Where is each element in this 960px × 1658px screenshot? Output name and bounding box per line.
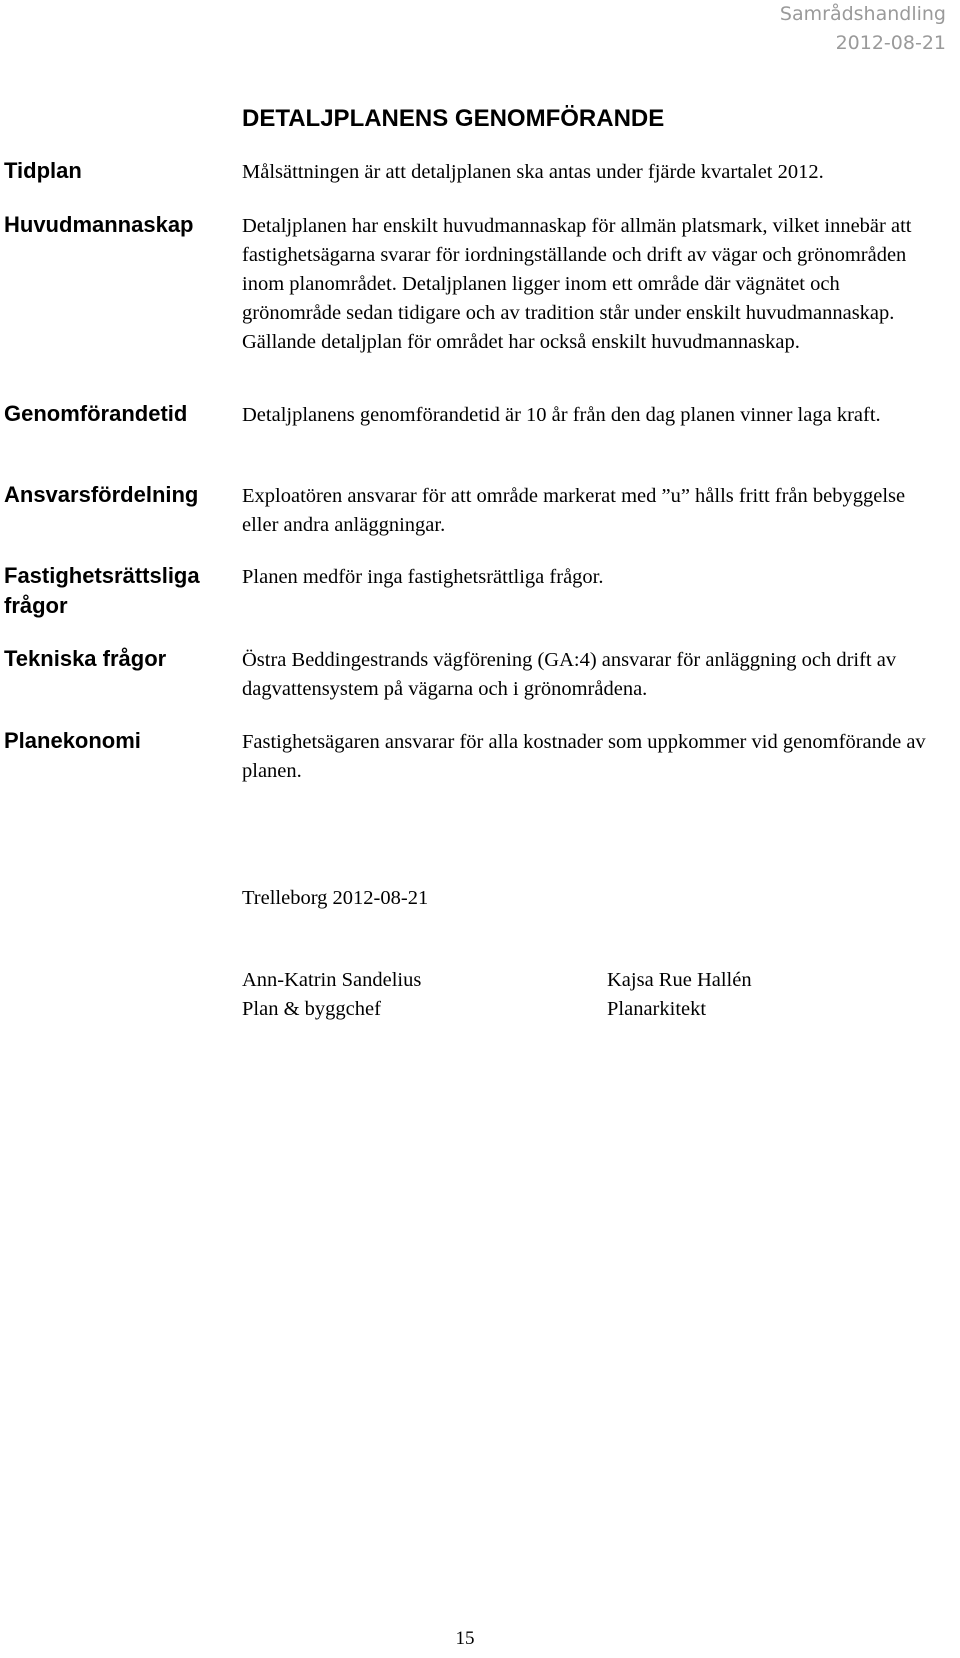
- signature-title: Planarkitekt: [607, 998, 707, 1020]
- section-title: DETALJPLANENS GENOMFÖRANDE: [242, 105, 665, 132]
- label-tidplan: Tidplan: [4, 158, 82, 183]
- signature-name: Ann-Katrin Sandelius: [242, 969, 422, 991]
- signature-block-1: [242, 966, 421, 1024]
- text-huvudmannaskap: Detaljplanen har enskilt huvudmannaskap för allmän platsmark, vilket innebär att fastighetsägarna svarar för iordningställande och drift av vägar och grönområden inom planområdet. Detaljplanen ligger inom ett område där vägnätet och grönområde sedan tidigare och av tradition står under enskilt huvudmannaskap. Gällande detaljplan för området har också enskilt huvudmannaskap.: [242, 215, 912, 353]
- label-huvudmannaskap: Huvudmannaskap: [4, 212, 194, 237]
- label-tekniska-fragor: Tekniska frågor: [4, 646, 167, 671]
- text-genomforandetid: Detaljplanens genomförandetid är 10 år från den dag planen vinner laga kraft.: [242, 404, 881, 426]
- text-fastighetsrattsliga-fragor: Planen medför inga fastighetsrättliga frågor.: [242, 566, 604, 588]
- signature-title: Plan & byggchef: [242, 998, 381, 1020]
- label-planekonomi: Planekonomi: [4, 728, 141, 753]
- document-header: [780, 0, 946, 58]
- signature-block-2: [607, 966, 752, 1024]
- text-planekonomi: Fastighetsägaren ansvarar för alla kostnader som uppkommer vid genomförande av planen.: [242, 731, 926, 782]
- label-fastighetsrattsliga-fragor: Fastighetsrättsliga frågor: [4, 563, 200, 618]
- text-ansvarsfordelning: Exploatören ansvarar för att område markerat med ”u” hålls fritt från bebyggelse eller andra anläggningar.: [242, 485, 906, 536]
- signature-name: Kajsa Rue Hallén: [607, 969, 752, 991]
- text-tekniska-fragor: Östra Beddingestrands vägförening (GA:4) ansvarar för anläggning och drift av dagvattensystem på vägarna och i grönområdena.: [242, 649, 897, 700]
- document-date: 2012-08-21: [835, 32, 946, 54]
- document-status: Samrådshandling: [779, 3, 946, 25]
- text-tidplan: Målsättningen är att detaljplanen ska antas under fjärde kvartalet 2012.: [242, 161, 824, 183]
- label-genomforandetid: Genomförandetid: [4, 401, 188, 426]
- page-number: 15: [455, 1628, 475, 1649]
- label-ansvarsfordelning: Ansvarsfördelning: [4, 482, 199, 507]
- place-and-date: Trelleborg 2012-08-21: [242, 887, 429, 909]
